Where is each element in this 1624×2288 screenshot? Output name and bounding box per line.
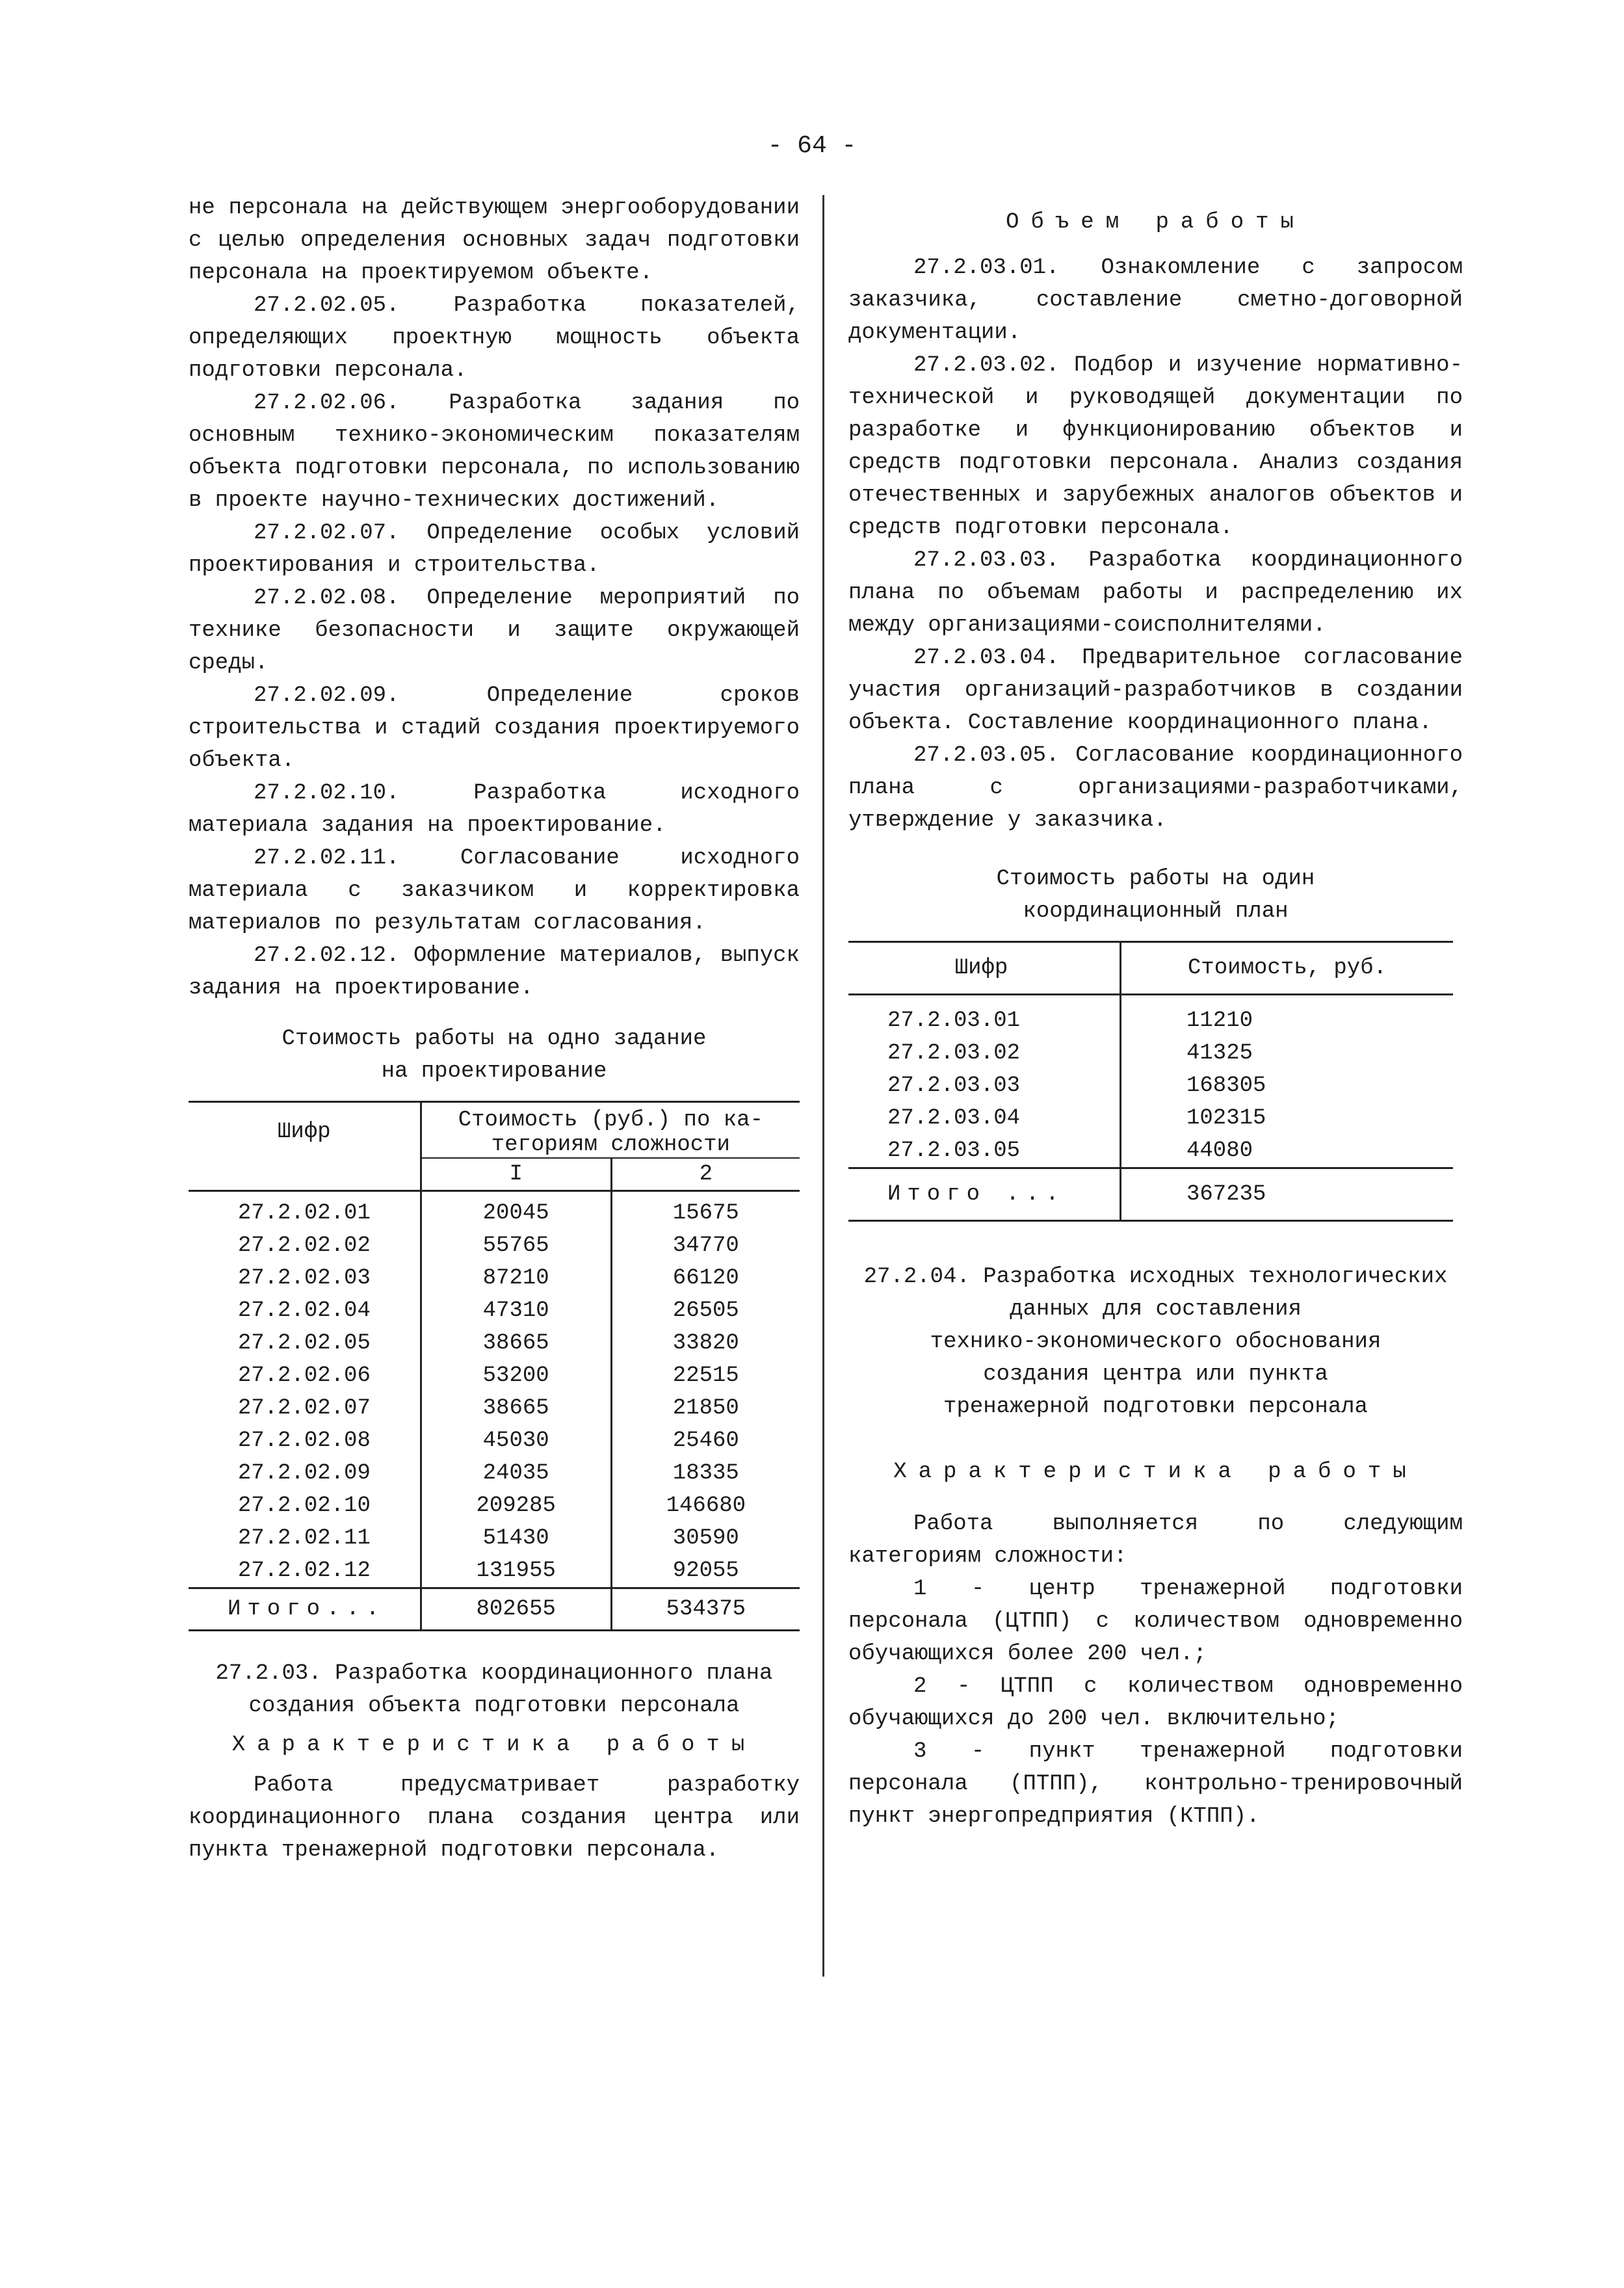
table1-total-category-1: 802655 <box>421 1588 611 1631</box>
table-row <box>189 1295 800 1327</box>
table-row <box>189 1229 800 1262</box>
table1-total-category-2: 534375 <box>611 1588 800 1631</box>
table-cell: 15675 <box>611 1191 800 1230</box>
table-row <box>189 1555 800 1588</box>
section-title-27-2-03 <box>189 1657 800 1722</box>
table-cell: 38665 <box>421 1327 611 1360</box>
paragraph-27-2-02-12: 27.2.02.12. Оформление материалов, выпуск задания на проектирование. <box>189 943 800 1001</box>
table1-header-cost-line: Стоимость (руб.) по ка- <box>458 1108 763 1133</box>
table-cell: 27.2.03.04 <box>887 1106 1021 1131</box>
table-row <box>189 1425 800 1457</box>
table1-total-label: Итого... <box>189 1588 421 1631</box>
char-text-left: Работа предусматривает разработку координационного плана создания центра или пункта тренажерной подготовки персонала. <box>189 1773 800 1863</box>
table-cell: 27.2.03.02 <box>887 1041 1021 1066</box>
section-title-line: 27.2.03. Разработка координационного плана <box>215 1661 773 1686</box>
table-cell: 21850 <box>611 1392 800 1425</box>
right-column <box>848 192 1463 1833</box>
table-cell: 22515 <box>611 1360 800 1392</box>
section-title-line: создания объекта подготовки персонала <box>248 1694 740 1718</box>
table-cell: 27.2.02.11 <box>237 1526 371 1551</box>
table1-caption-line: на проектирование <box>381 1059 607 1084</box>
paragraph-27-2-02-09: 27.2.02.09. Определение сроков строительства и стадий создания проектируемого объекта. <box>189 683 800 773</box>
table1-header-code: Шифр <box>189 1102 421 1191</box>
table-row <box>848 995 1453 1038</box>
table-row <box>848 1070 1453 1102</box>
table-cell: 27.2.02.12 <box>237 1558 371 1583</box>
table2-caption <box>848 863 1463 928</box>
char-heading-left: Характеристика работы <box>231 1733 757 1757</box>
paragraph-27-2-02-07: 27.2.02.07. Определение особых условий проектирования и строительства. <box>189 521 800 578</box>
table-cell: 27.2.02.10 <box>237 1493 371 1518</box>
table-row <box>189 1392 800 1425</box>
table-cell: 53200 <box>421 1360 611 1392</box>
table-cell: 27.2.03.03 <box>887 1073 1021 1098</box>
table-cell: 11210 <box>1121 995 1454 1038</box>
table-cell: 66120 <box>611 1262 800 1295</box>
column-divider <box>822 195 824 1977</box>
cost-table-assignment <box>189 1101 800 1631</box>
paragraph-27-2-02-06: 27.2.02.06. Разработка задания по основным технико-экономическим показателям объекта подготовки персонала, по использованию в проекте научно-технических достижений. <box>189 391 800 513</box>
char-text-right: Работа выполняется по следующим категориям сложности: <box>848 1512 1463 1569</box>
table2-total-value: 367235 <box>1121 1168 1454 1221</box>
table-cell: 27.2.03.01 <box>887 1008 1021 1033</box>
table1-caption <box>189 1023 800 1088</box>
left-column <box>189 192 800 1867</box>
cost-table-coordination-plan <box>848 941 1453 1222</box>
table-cell: 33820 <box>611 1327 800 1360</box>
table-cell: 27.2.02.08 <box>237 1428 371 1453</box>
table-cell: 25460 <box>611 1425 800 1457</box>
table2-caption-line: Стоимость работы на один <box>996 867 1315 891</box>
table-cell: 27.2.02.07 <box>237 1396 371 1421</box>
table1-header-cost <box>421 1102 800 1159</box>
table-cell: 27.2.03.05 <box>887 1138 1021 1163</box>
char-heading-right: Характеристика работы <box>893 1460 1418 1484</box>
table-cell: 102315 <box>1121 1102 1454 1135</box>
table-row <box>189 1327 800 1360</box>
table-row <box>848 1102 1453 1135</box>
table-cell: 92055 <box>611 1555 800 1588</box>
table-row <box>189 1191 800 1230</box>
category-2: 2 - ЦТПП с количеством одновременно обучающихся до 200 чел. включительно; <box>848 1674 1463 1731</box>
section-heading-line: тренажерной подготовки персонала <box>943 1395 1368 1419</box>
table2-header-cost: Стоимость, руб. <box>1121 942 1454 995</box>
table-cell: 27.2.02.09 <box>237 1461 371 1486</box>
section-heading-line: создания центра или пункта <box>983 1362 1328 1387</box>
table-cell: 45030 <box>421 1425 611 1457</box>
table-total-row <box>848 1168 1453 1221</box>
section-heading-line: данных для составления <box>1010 1297 1302 1322</box>
table-cell: 41325 <box>1121 1037 1454 1070</box>
category-1: 1 - центр тренажерной подготовки персонала (ЦТПП) с количеством одновременно обучающихся более 200 чел.; <box>848 1577 1463 1666</box>
table-cell: 27.2.02.02 <box>237 1233 371 1258</box>
table-cell: 47310 <box>421 1295 611 1327</box>
table1-header-cost-line: тегориям сложности <box>491 1133 730 1157</box>
table-cell: 27.2.02.04 <box>237 1298 371 1323</box>
paragraph-27-2-03-02: 27.2.03.02. Подбор и изучение нормативно-технической и руководящей документации по разработке и функционированию объектов и средств подготовки персонала. Анализ создания отечественных и зарубежных аналогов объектов и средств подготовки персонала. <box>848 353 1463 540</box>
paragraph-27-2-02-08: 27.2.02.08. Определение мероприятий по технике безопасности и защите окружающей среды. <box>189 586 800 676</box>
table1-header-category-2: 2 <box>611 1158 800 1191</box>
table-row <box>189 1490 800 1522</box>
table-cell: 27.2.02.06 <box>237 1363 371 1388</box>
category-3: 3 - пункт тренажерной подготовки персонала (ПТПП), контрольно-тренировочный пункт энергопредприятия (КТПП). <box>848 1739 1463 1829</box>
paragraph-27-2-02-11: 27.2.02.11. Согласование исходного материала с заказчиком и корректировка материалов по результатам согласования. <box>189 846 800 936</box>
table-cell: 38665 <box>421 1392 611 1425</box>
page-number: - 64 - <box>767 132 857 160</box>
table1-header-category-1: I <box>421 1158 611 1191</box>
table-cell: 87210 <box>421 1262 611 1295</box>
table-cell: 24035 <box>421 1457 611 1490</box>
paragraph-27-2-03-05: 27.2.03.05. Согласование координационного плана с организациями-разработчиками, утверждение у заказчика. <box>848 743 1463 833</box>
table-row <box>189 1522 800 1555</box>
section-heading-line: технико-экономического обоснования <box>930 1330 1382 1354</box>
table-cell: 34770 <box>611 1229 800 1262</box>
table-total-row <box>189 1588 800 1631</box>
paragraph-27-2-02-10: 27.2.02.10. Разработка исходного материала задания на проектирование. <box>189 781 800 838</box>
table-cell: 27.2.02.03 <box>237 1266 371 1291</box>
table-cell: 27.2.02.01 <box>237 1201 371 1226</box>
table-cell: 131955 <box>421 1555 611 1588</box>
table-cell: 18335 <box>611 1457 800 1490</box>
paragraph-continuation: не персонала на действующем энергооборудовании с целью определения основных задач подготовки персонала на проектируемом объекте. <box>189 196 800 285</box>
table-cell: 55765 <box>421 1229 611 1262</box>
paragraph-27-2-03-04: 27.2.03.04. Предварительное согласование участия организаций-разработчиков в создании объекта. Составление координационного плана. <box>848 646 1463 735</box>
table-cell: 44080 <box>1121 1135 1454 1168</box>
table1-caption-line: Стоимость работы на одно задание <box>282 1027 707 1051</box>
table-row <box>848 1037 1453 1070</box>
table-row <box>848 1135 1453 1168</box>
table2-total-label: Итого ... <box>848 1168 1121 1221</box>
section-heading-line: 27.2.04. Разработка исходных технологических <box>863 1265 1448 1289</box>
table-cell: 20045 <box>421 1191 611 1230</box>
paragraph-27-2-03-03: 27.2.03.03. Разработка координационного плана по объемам работы и распределению их между организациями-соисполнителями. <box>848 548 1463 638</box>
table-row <box>189 1262 800 1295</box>
paragraph-27-2-02-05: 27.2.02.05. Разработка показателей, определяющих проектную мощность объекта подготовки персонала. <box>189 293 800 383</box>
table-row <box>189 1360 800 1392</box>
table-row <box>189 1457 800 1490</box>
table-cell: 209285 <box>421 1490 611 1522</box>
table-cell: 26505 <box>611 1295 800 1327</box>
table-cell: 27.2.02.05 <box>237 1331 371 1356</box>
table2-header-code: Шифр <box>848 942 1121 995</box>
table2-caption-line: координационный план <box>1023 899 1289 924</box>
table-cell: 30590 <box>611 1522 800 1555</box>
section-heading-27-2-04 <box>848 1261 1463 1423</box>
paragraph-27-2-03-01: 27.2.03.01. Ознакомление с запросом заказчика, составление сметно-договорной документации. <box>848 256 1463 345</box>
table-cell: 51430 <box>421 1522 611 1555</box>
volume-heading: Объем работы <box>1006 210 1305 235</box>
table-cell: 168305 <box>1121 1070 1454 1102</box>
table-cell: 146680 <box>611 1490 800 1522</box>
